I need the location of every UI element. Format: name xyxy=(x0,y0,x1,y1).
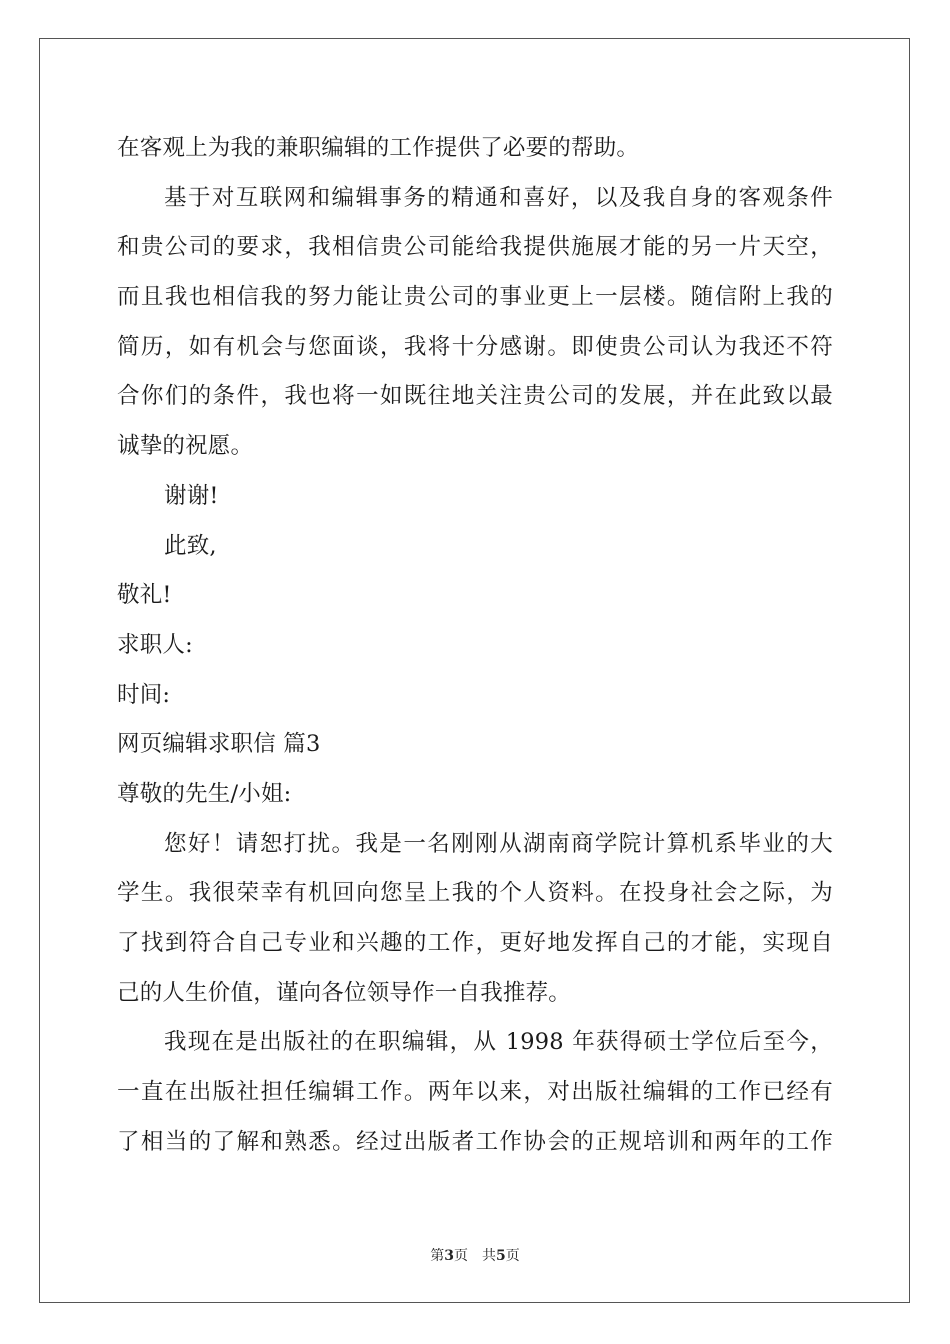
text-line: 而且我也相信我的努力能让贵公司的事业更上一层楼。随信附上我的 xyxy=(117,284,833,311)
text-line: 基于对互联网和编辑事务的精通和喜好，以及我自身的客观条件 xyxy=(164,184,833,211)
text-line: 谢谢! xyxy=(164,482,219,509)
text-line: 学生。我很荣幸有机回向您呈上我的个人资料。在投身社会之际，为 xyxy=(117,880,833,907)
page-prefix: 第 xyxy=(430,1248,445,1264)
text-line: 时间: xyxy=(117,681,171,708)
total-prefix: 共 xyxy=(482,1248,496,1264)
document-body xyxy=(117,124,833,1167)
page-footer xyxy=(0,1245,950,1265)
text-line: 在客观上为我的兼职编辑的工作提供了必要的帮助。 xyxy=(117,135,640,161)
salutation: 尊敬的先生/小姐: xyxy=(117,780,292,807)
section-heading: 网页编辑求职信 篇3 xyxy=(117,731,321,758)
text-line: 我现在是出版社的在职编辑，从 1998 年获得硕士学位后至今， xyxy=(164,1029,833,1056)
page-current: 3 xyxy=(444,1248,454,1264)
page-suffix: 页 xyxy=(454,1248,468,1264)
page-total: 5 xyxy=(496,1248,506,1264)
text-line: 敬礼! xyxy=(117,582,172,609)
text-line: 此致, xyxy=(164,532,217,559)
text-line: 您好！请恕打扰。我是一名刚刚从湖南商学院计算机系毕业的大 xyxy=(164,830,833,857)
text-line: 了相当的了解和熟悉。经过出版者工作协会的正规培训和两年的工作 xyxy=(117,1128,833,1155)
text-line: 合你们的条件，我也将一如既往地关注贵公司的发展，并在此致以最 xyxy=(117,383,833,410)
text-line: 一直在出版社担任编辑工作。两年以来，对出版社编辑的工作已经有 xyxy=(117,1079,833,1106)
text-line: 求职人: xyxy=(117,631,193,658)
total-suffix: 页 xyxy=(505,1248,520,1264)
text-line: 简历，如有机会与您面谈，我将十分感谢。即使贵公司认为我还不符 xyxy=(117,333,833,360)
text-line: 了找到符合自己专业和兴趣的工作，更好地发挥自己的才能，实现自 xyxy=(117,930,833,956)
text-line: 己的人生价值，谨向各位领导作一自我推荐。 xyxy=(117,979,572,1006)
text-line: 诚挚的祝愿。 xyxy=(117,433,254,460)
text-line: 和贵公司的要求，我相信贵公司能给我提供施展才能的另一片天空， xyxy=(117,234,833,261)
